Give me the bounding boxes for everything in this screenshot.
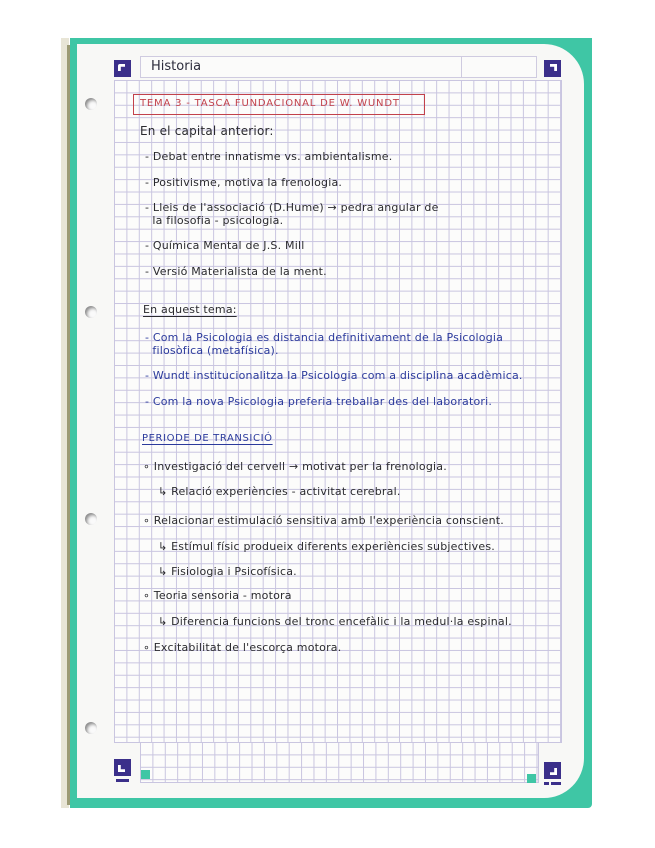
- section1-item-cont: la filosofia - psicologia.: [145, 214, 284, 227]
- binder-hole-3: [85, 513, 97, 525]
- grid-area-bottom: [140, 742, 539, 783]
- teal-marker-left: [141, 770, 150, 779]
- section2-item: - Wundt institucionalitza la Psicologia com a disciplina acadèmica.: [145, 369, 523, 382]
- section3-item: ∘ Excitabilitat de l'escorça motora.: [143, 641, 342, 654]
- teal-marker-right: [527, 774, 536, 783]
- section1-item: - Debat entre innatisme vs. ambientalisme.: [145, 150, 393, 163]
- section3-heading: PERIODE DE TRANSICIÓ: [142, 433, 273, 444]
- section2-item: - Com la Psicologia es distancia definitivament de la Psicologia: [145, 331, 504, 344]
- subject-label: Historia: [151, 59, 202, 74]
- section3-item: ∘ Teoria sensoria - motora: [143, 589, 292, 602]
- marker-bar-right-a: [544, 782, 549, 785]
- corner-marker-top-right-icon: [544, 60, 561, 77]
- section1-item: - Versió Materialista de la ment.: [145, 265, 327, 278]
- topic-title: TEMA 3 - TASCA FUNDACIONAL DE W. WUNDT: [140, 98, 400, 109]
- binder-hole-2: [85, 306, 97, 318]
- section3-item: ∘ Relacionar estimulació sensitiva amb l'experiència conscient.: [143, 514, 504, 527]
- section3-subitem: ↳ Diferencia funcions del tronc encefàlic i la medul·la espinal.: [158, 615, 512, 628]
- section3-subitem: ↳ Fisiologia i Psicofísica.: [158, 565, 297, 578]
- section3-subitem: ↳ Relació experiències - activitat cerebral.: [158, 485, 401, 498]
- binder-hole-4: [85, 722, 97, 734]
- section2-heading: En aquest tema:: [143, 303, 237, 316]
- section2-item-cont: filosòfica (metafísica).: [145, 344, 279, 357]
- subject-header-field[interactable]: [140, 56, 537, 78]
- corner-marker-bottom-right-icon: [544, 762, 561, 779]
- marker-bar-right-b: [551, 782, 561, 785]
- section1-item: - Química Mental de J.S. Mill: [145, 239, 305, 252]
- section1-item: - Positivisme, motiva la frenologia.: [145, 176, 343, 189]
- section3-subitem: ↳ Estímul físic produeix diferents experiències subjectives.: [158, 540, 495, 553]
- topic-title-box: [133, 94, 425, 115]
- marker-bar-left: [116, 779, 129, 782]
- corner-marker-bottom-left-icon: [114, 759, 131, 776]
- section2-item: - Com la nova Psicologia preferia treballar des del laboratori.: [145, 395, 493, 408]
- binder-hole-1: [85, 98, 97, 110]
- corner-marker-top-left-icon: [114, 60, 131, 77]
- section3-item: ∘ Investigació del cervell → motivat per la frenologia.: [143, 460, 447, 473]
- section1-heading: En el capital anterior:: [140, 124, 274, 138]
- header-divider: [461, 57, 462, 77]
- section1-item: - Lleis de l'associació (D.Hume) → pedra angular de: [145, 201, 439, 214]
